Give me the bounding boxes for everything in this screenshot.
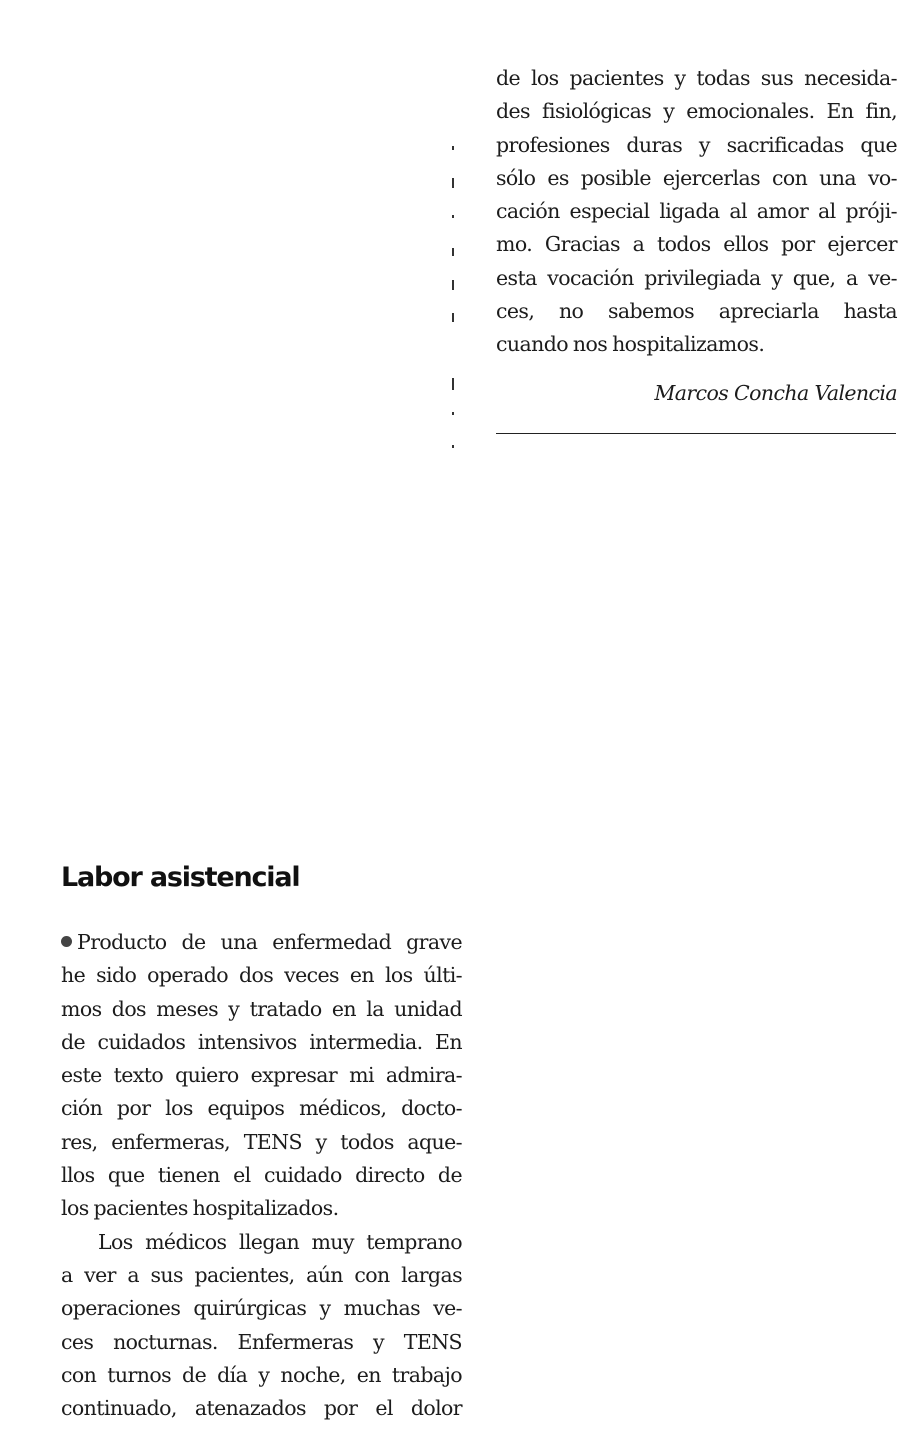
letter-continuation <box>496 62 897 434</box>
text-line: des fisiológicas y emocionales. En fin, <box>496 99 897 124</box>
edge-mark <box>452 378 454 390</box>
text-line: res, enfermeras, TENS y todos aque- <box>61 1129 462 1154</box>
text-line: ces nocturnas. Enfermeras y TENS <box>61 1329 462 1354</box>
edge-mark <box>452 280 454 290</box>
text-line: a ver a sus pacientes, aún con largas <box>61 1262 462 1287</box>
text-line: he sido operado dos veces en los últi- <box>61 963 462 988</box>
text-line: los pacientes hospitalizados. <box>61 1196 339 1221</box>
text-line: de los pacientes y todas sus necesida- <box>496 66 897 90</box>
text-line: esta vocación privilegiada y que, a ve- <box>496 265 897 290</box>
letter-paragraph-2 <box>61 1226 462 1426</box>
text-line: ces, no sabemos apreciarla hasta <box>496 299 897 324</box>
text-line: operaciones quirúrgicas y muchas ve- <box>61 1296 462 1321</box>
text-line: cuando nos hospitalizamos. <box>496 332 765 357</box>
text-line: continuado, atenazados por el dolor <box>61 1396 462 1421</box>
bullet-icon <box>61 936 72 947</box>
edge-mark <box>452 248 454 256</box>
text-line: Producto de una enfermedad grave <box>77 930 462 954</box>
text-line: de cuidados intensivos intermedia. En <box>61 1029 462 1054</box>
text-line: con turnos de día y noche, en trabajo <box>61 1362 462 1387</box>
letter-title: Labor asistencial <box>61 862 300 893</box>
letter-paragraph-1 <box>61 926 462 1226</box>
edge-mark <box>452 445 454 448</box>
text-line: Los médicos llegan muy temprano <box>98 1229 462 1254</box>
text-line: este texto quiero expresar mi admira- <box>61 1063 462 1088</box>
text-line: ción por los equipos médicos, docto- <box>61 1096 462 1121</box>
text-line: mos dos meses y tratado en la unidad <box>61 996 462 1021</box>
text-line: sólo es posible ejercerlas con una vo- <box>496 165 897 190</box>
text-line: cación especial ligada al amor al próji- <box>496 199 897 224</box>
text-line: mo. Gracias a todos ellos por ejercer <box>496 232 897 257</box>
edge-mark <box>452 412 454 415</box>
text-line: llos que tienen el cuidado directo de <box>61 1163 462 1188</box>
text-line: profesiones duras y sacrificadas que <box>496 132 897 157</box>
edge-mark <box>452 215 454 218</box>
letter-body <box>496 62 897 362</box>
edge-mark <box>452 146 454 150</box>
edge-mark <box>452 313 454 322</box>
edge-mark <box>452 178 454 188</box>
letter-labor-asistencial <box>61 858 462 1425</box>
text-line-with-bullet <box>61 926 462 959</box>
author-signature: Marcos Concha Valencia <box>654 380 897 405</box>
section-divider <box>496 433 896 434</box>
